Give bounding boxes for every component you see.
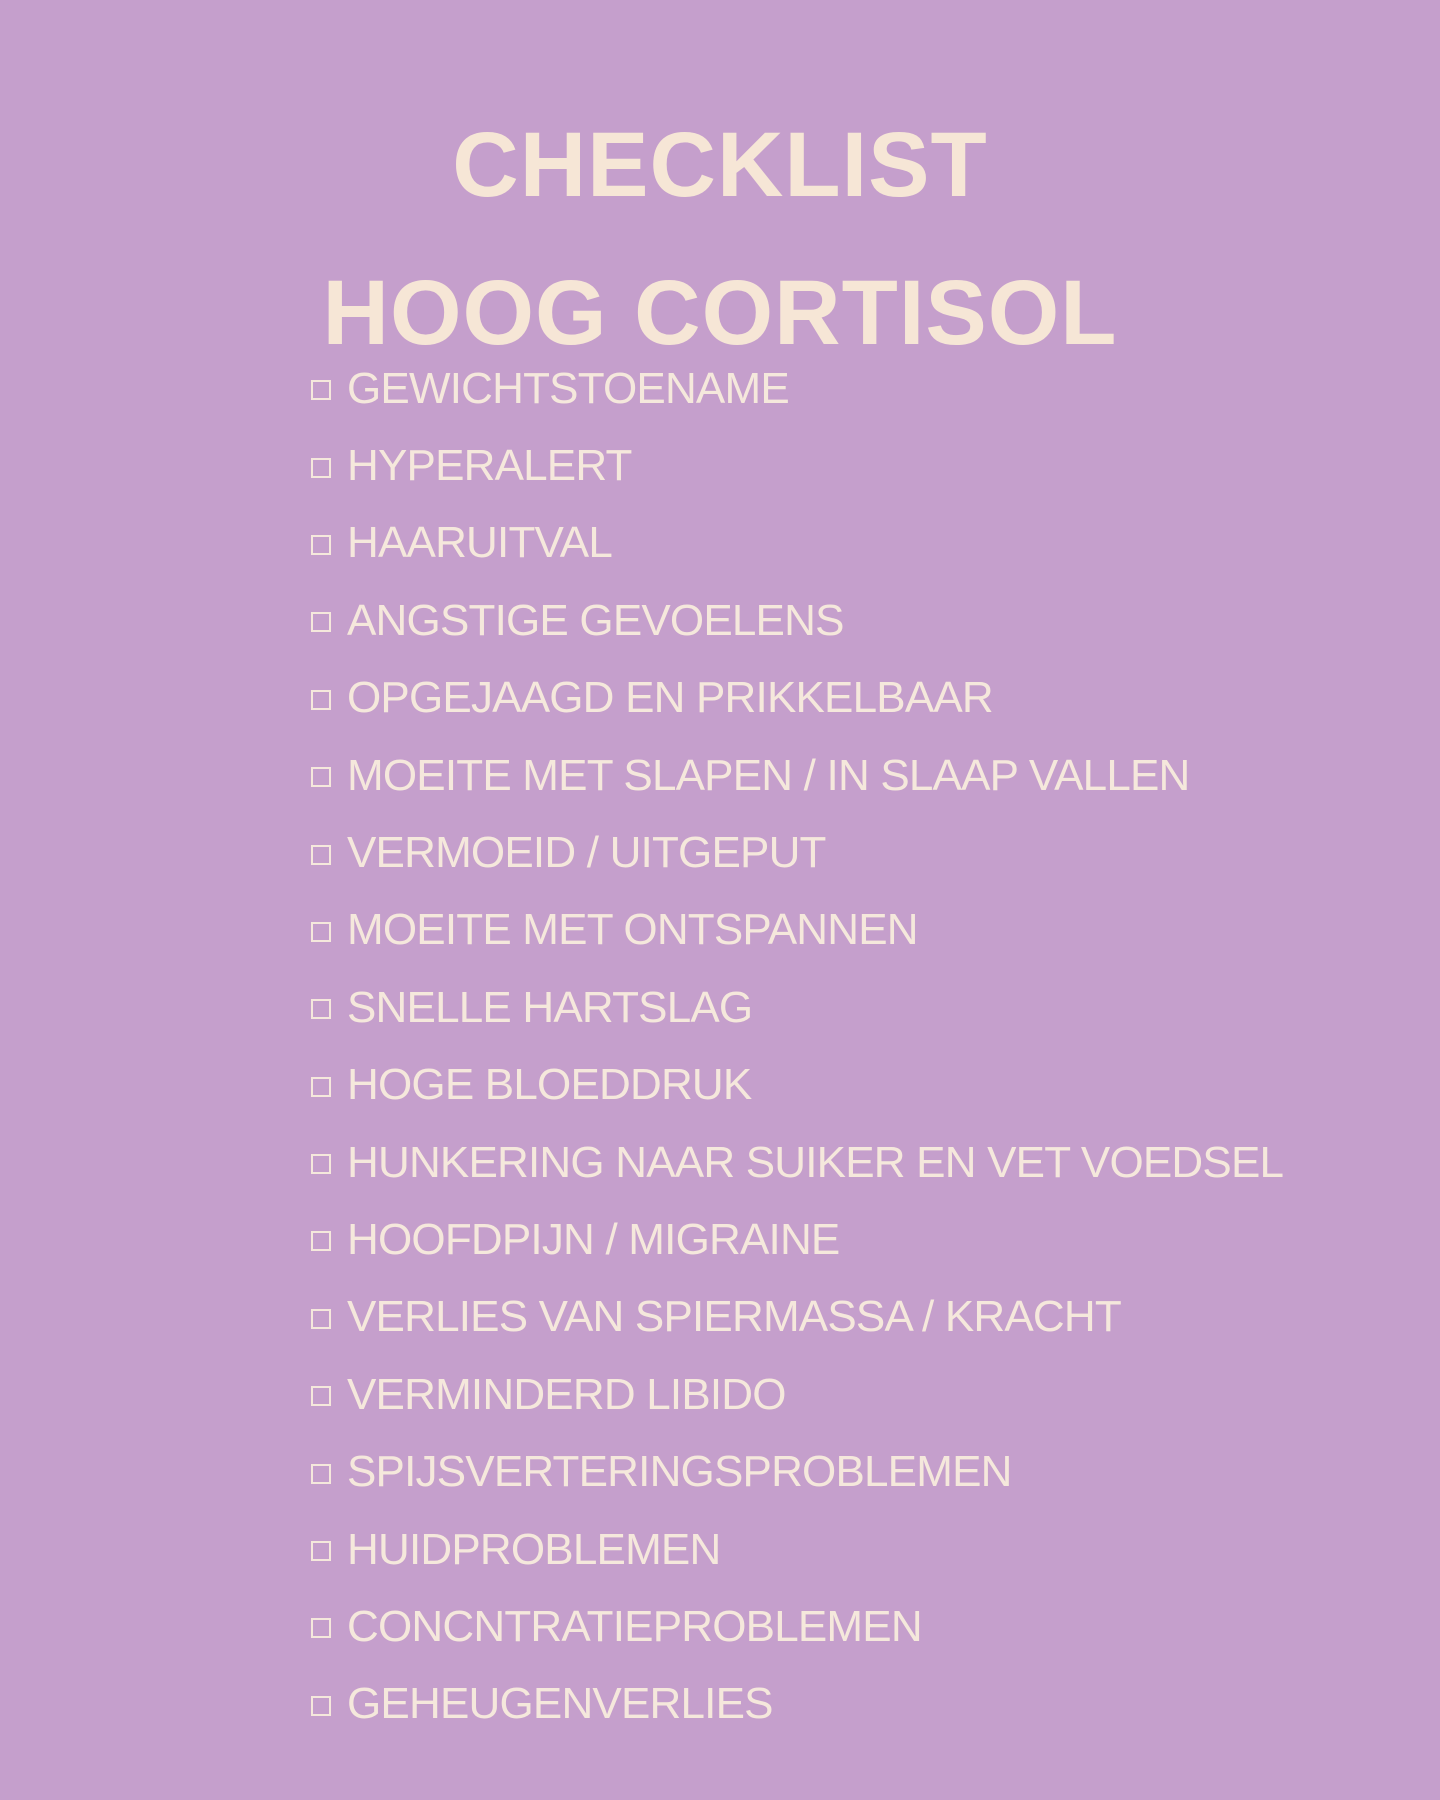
checkbox-icon[interactable] xyxy=(311,1696,331,1716)
checklist-item-geheugenverlies xyxy=(311,1666,1283,1743)
checklist-item-vermoeid-uitgeput xyxy=(311,814,1283,891)
checkbox-icon[interactable] xyxy=(311,458,331,478)
checklist-item-label: HUIDPROBLEMEN xyxy=(347,1524,721,1574)
symptom-checklist xyxy=(311,350,1283,1743)
checklist-item-label: HAARUITVAL xyxy=(347,518,613,568)
checklist-item-label: CONCNTRATIEPROBLEMEN xyxy=(347,1601,922,1651)
checkbox-icon[interactable] xyxy=(311,535,331,555)
title-checklist: CHECKLIST xyxy=(452,113,988,216)
checklist-item-moeite-met-ontspannen xyxy=(311,892,1283,969)
checkbox-icon[interactable] xyxy=(311,380,331,400)
checklist-item-label: SNELLE HARTSLAG xyxy=(347,982,753,1032)
checklist-item-moeite-met-slapen xyxy=(311,737,1283,814)
checklist-item-hoge-bloeddruk xyxy=(311,1047,1283,1124)
checkbox-icon[interactable] xyxy=(311,1541,331,1561)
checklist-item-opgejaagd-en-prikkelbaar xyxy=(311,660,1283,737)
checklist-item-verlies-van-spiermassa xyxy=(311,1279,1283,1356)
checklist-item-label: VERMOEID / UITGEPUT xyxy=(347,828,826,878)
checklist-item-huidproblemen xyxy=(311,1511,1283,1588)
checkbox-icon[interactable] xyxy=(311,1386,331,1406)
checklist-item-concentratieproblemen xyxy=(311,1588,1283,1665)
checklist-item-angstige-gevoelens xyxy=(311,582,1283,659)
checklist-item-label: HOGE BLOEDDRUK xyxy=(347,1060,752,1110)
checkbox-icon[interactable] xyxy=(311,1309,331,1329)
checklist-item-spijsverteringsproblemen xyxy=(311,1433,1283,1510)
checklist-item-label: GEHEUGENVERLIES xyxy=(347,1679,773,1729)
checklist-item-gewichtstoename xyxy=(311,350,1283,427)
checklist-item-label: ANGSTIGE GEVOELENS xyxy=(347,595,844,645)
checklist-item-hyperalert xyxy=(311,427,1283,504)
checkbox-icon[interactable] xyxy=(311,612,331,632)
checklist-item-hoofdpijn-migraine xyxy=(311,1201,1283,1278)
checklist-item-hunkering-naar-suiker xyxy=(311,1124,1283,1201)
checkbox-icon[interactable] xyxy=(311,1077,331,1097)
checkbox-icon[interactable] xyxy=(311,999,331,1019)
checkbox-icon[interactable] xyxy=(311,1154,331,1174)
checklist-item-haaruitval xyxy=(311,505,1283,582)
checklist-item-label: GEWICHTSTOENAME xyxy=(347,363,789,413)
checklist-item-label: HUNKERING NAAR SUIKER EN VET VOEDSEL xyxy=(347,1137,1284,1187)
checkbox-icon[interactable] xyxy=(311,767,331,787)
checklist-item-label: OPGEJAAGD EN PRIKKELBAAR xyxy=(347,673,993,723)
checkbox-icon[interactable] xyxy=(311,845,331,865)
checklist-item-label: MOEITE MET ONTSPANNEN xyxy=(347,905,918,955)
checkbox-icon[interactable] xyxy=(311,690,331,710)
checkbox-icon[interactable] xyxy=(311,1464,331,1484)
checklist-item-label: MOEITE MET SLAPEN / IN SLAAP VALLEN xyxy=(347,750,1190,800)
checklist-item-label: HYPERALERT xyxy=(347,441,632,491)
checklist-item-label: VERMINDERD LIBIDO xyxy=(347,1369,786,1419)
title-hoog-cortisol: HOOG CORTISOL xyxy=(322,262,1118,365)
checkbox-icon[interactable] xyxy=(311,1618,331,1638)
checklist-item-snelle-hartslag xyxy=(311,969,1283,1046)
checkbox-icon[interactable] xyxy=(311,1231,331,1251)
checkbox-icon[interactable] xyxy=(311,922,331,942)
checklist-item-label: SPIJSVERTERINGSPROBLEMEN xyxy=(347,1447,1012,1497)
checklist-item-verminderd-libido xyxy=(311,1356,1283,1433)
checklist-item-label: HOOFDPIJN / MIGRAINE xyxy=(347,1214,840,1264)
checklist-item-label: VERLIES VAN SPIERMASSA / KRACHT xyxy=(347,1292,1121,1342)
